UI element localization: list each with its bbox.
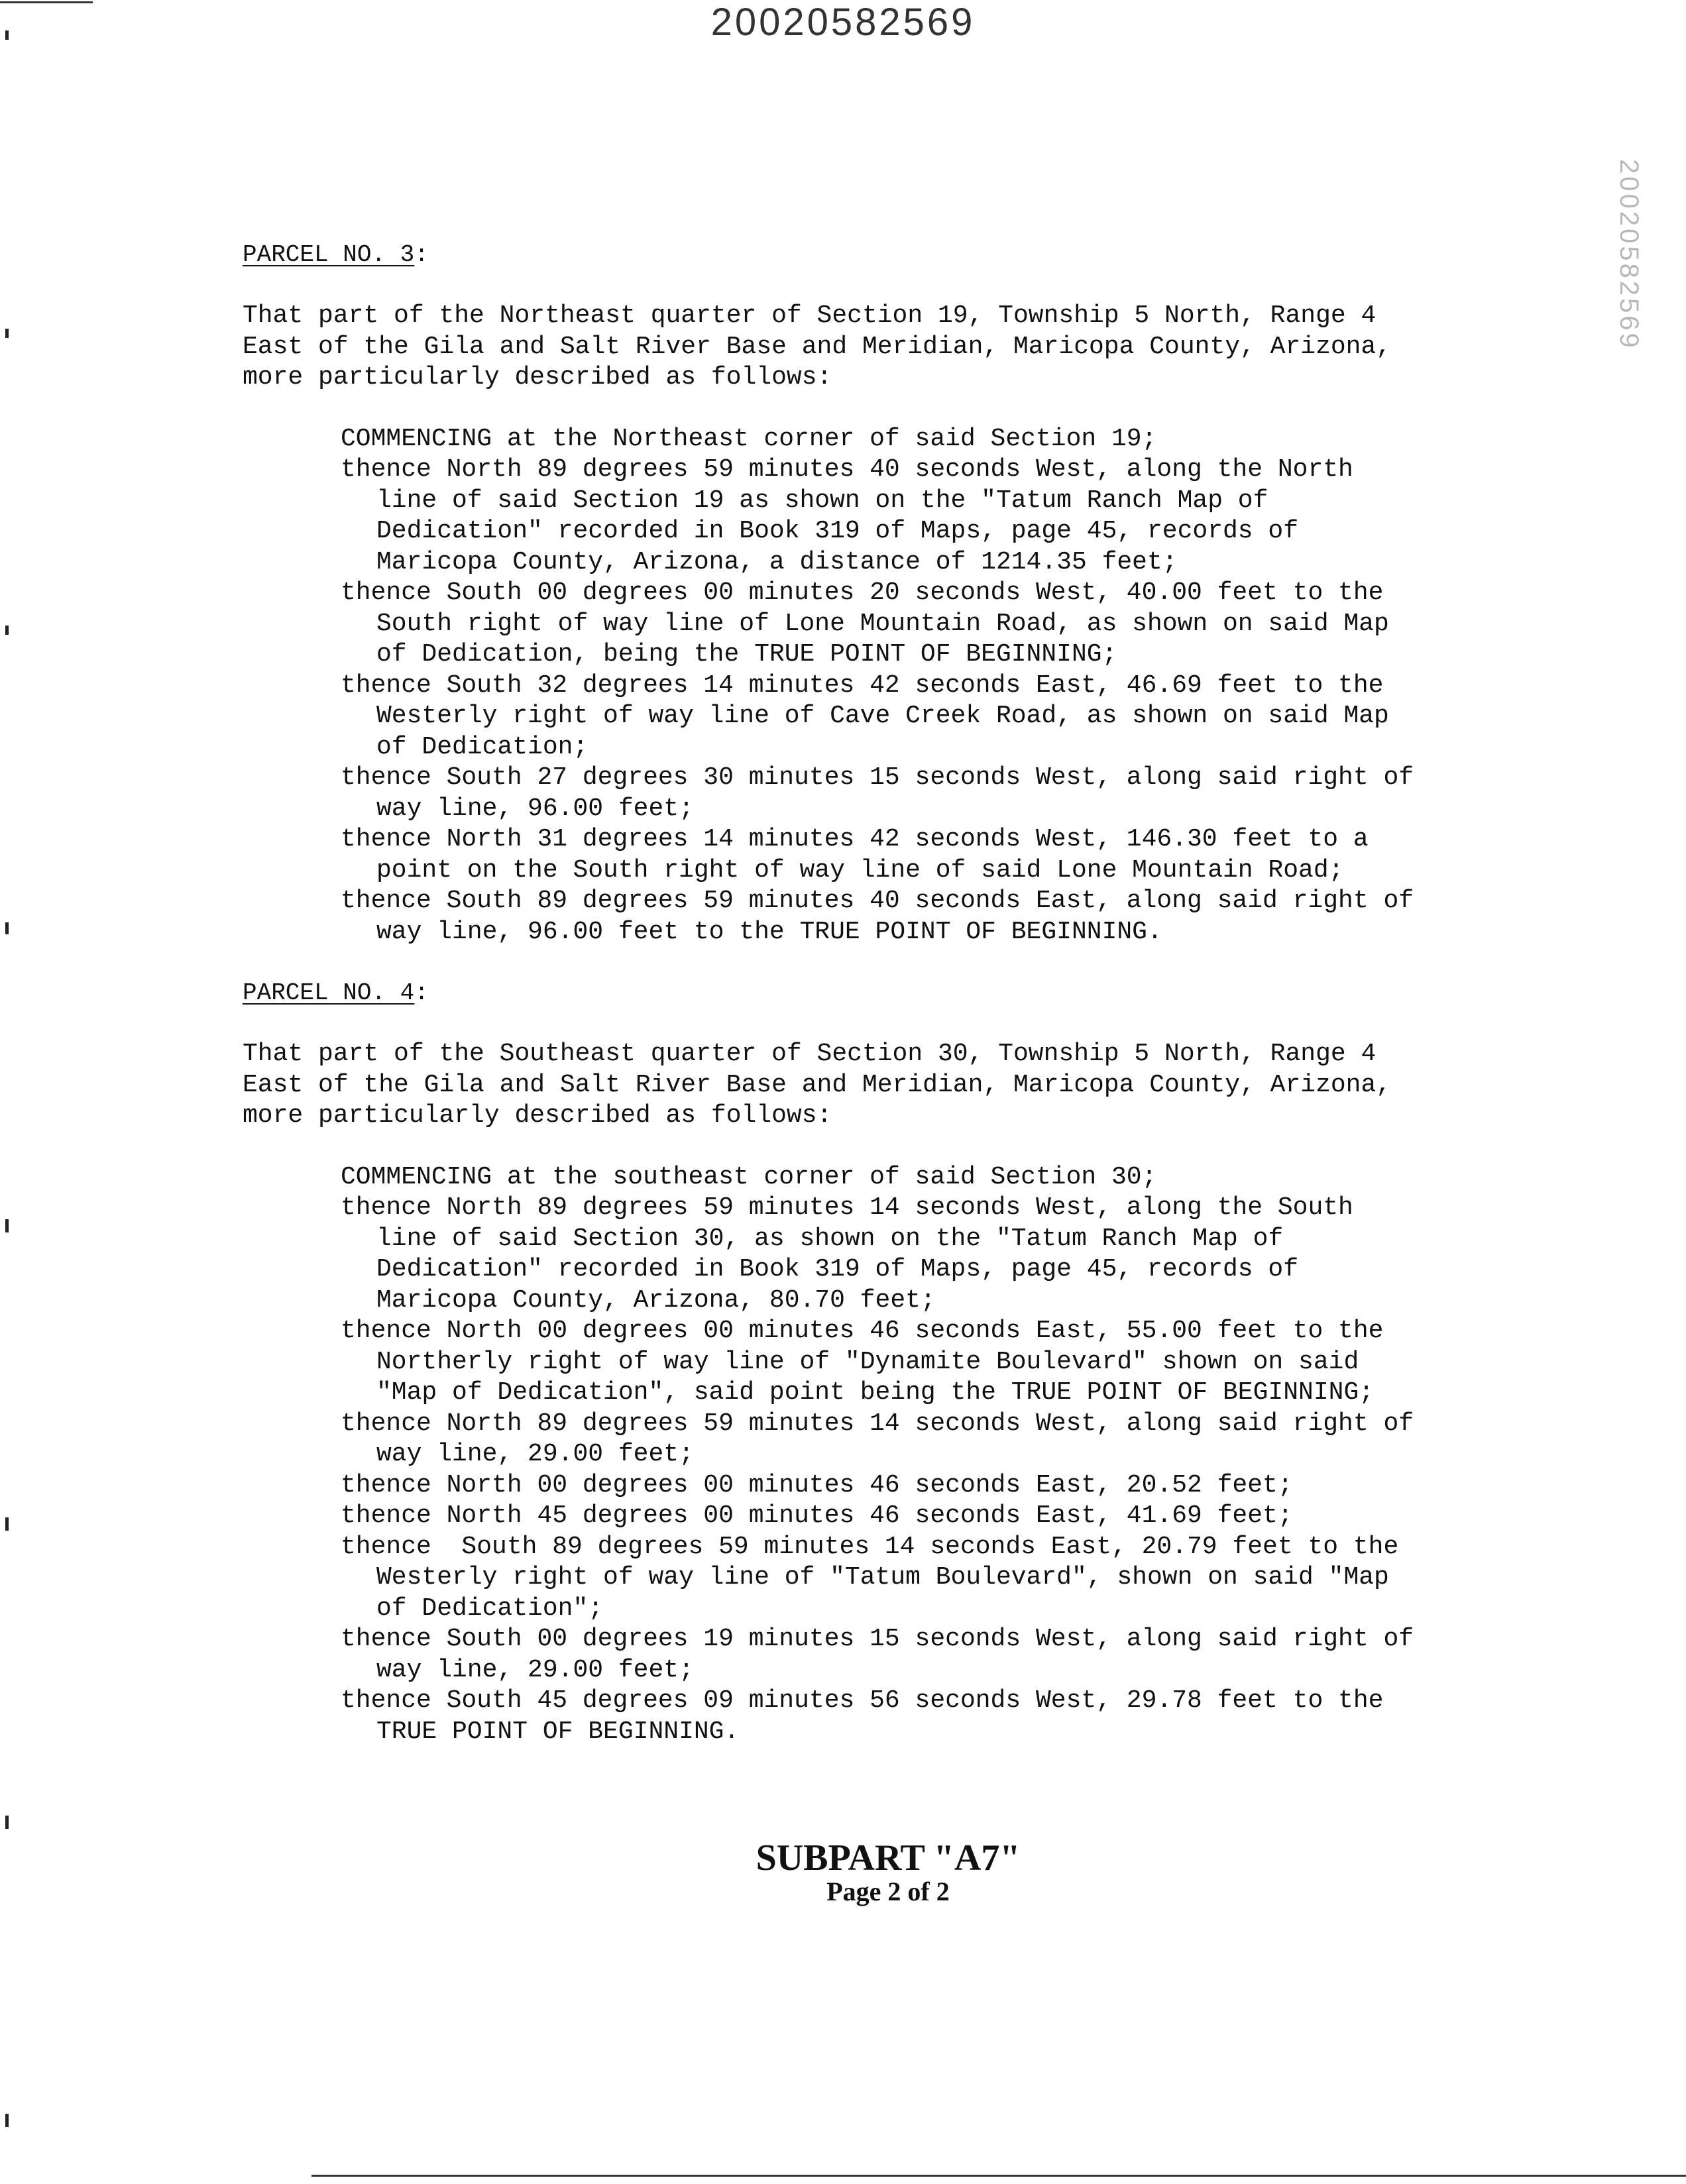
scan-margin-mark xyxy=(5,1816,9,1829)
scan-margin-mark xyxy=(5,1517,9,1531)
legal-call: thence South 00 degrees 00 minutes 20 seconds West, 40.00 feet to the South right of way line of Lone Mountain Road, as shown on said Map of Dedication, being the TRUE POINT OF BEGINNING; xyxy=(341,578,1389,669)
subpart-title: SUBPART "A7" xyxy=(756,1837,1021,1879)
section-gap xyxy=(243,948,1535,978)
legal-call: thence North 00 degrees 00 minutes 46 seconds East, 55.00 feet to the Northerly right of way line of "Dynamite Boulevard" shown on said "Map of Dedication", said point being the TRUE POINT OF BEGINNING; xyxy=(341,1317,1384,1407)
scan-margin-mark xyxy=(5,626,9,635)
page-number: Page 2 of 2 xyxy=(826,1877,950,1906)
legal-call: thence North 31 degrees 14 minutes 42 seconds West, 146.30 feet to a point on the South right of way line of said Lone Mountain Road; xyxy=(341,825,1369,885)
scan-margin-mark xyxy=(5,1219,9,1232)
bottom-edge-rule xyxy=(311,2175,1686,2177)
legal-call: thence South 89 degrees 59 minutes 40 seconds East, along said right of way line, 96.00 feet to the TRUE POINT OF BEGINNING. xyxy=(341,887,1414,946)
legal-call: thence South 32 degrees 14 minutes 42 seconds East, 46.69 feet to the Westerly right of way line of Cave Creek Road, as shown on said Map of Dedication; xyxy=(341,671,1389,761)
parcel-3-intro: That part of the Northeast quarter of Section 19, Township 5 North, Range 4 East of the Gila and Salt River Base and Meridian, Maricopa County, Arizona, more particularly described as follows: xyxy=(243,301,1392,392)
scan-margin-mark xyxy=(5,922,9,934)
parcel-4-heading: PARCEL NO. 4: xyxy=(243,979,429,1007)
legal-call: COMMENCING at the southeast corner of said Section 30; xyxy=(341,1162,1157,1191)
legal-call: thence South 45 degrees 09 minutes 56 seconds West, 29.78 feet to the TRUE POINT OF BEGINNING. xyxy=(341,1686,1384,1746)
legal-call: thence South 27 degrees 30 minutes 15 seconds West, along said right of way line, 96.00 feet; xyxy=(341,763,1414,823)
parcel-4-intro: That part of the Southeast quarter of Section 30, Township 5 North, Range 4 East of the Gila and Salt River Base and Meridian, Maricopa County, Arizona, more particularly described as follows: xyxy=(243,1040,1392,1130)
legal-call: thence North 89 degrees 59 minutes 14 seconds West, along said right of way line, 29.00 feet; xyxy=(341,1409,1414,1468)
parcel-3-heading: PARCEL NO. 3: xyxy=(243,241,429,268)
legal-call: thence North 89 degrees 59 minutes 14 seconds West, along the South line of said Section 30, as shown on the "Tatum Ranch Map of Dedication" recorded in Book 319 of Maps, page 45, records of Maricopa County, Arizona, 80.70 feet; xyxy=(341,1193,1353,1315)
document-number: 20020582569 xyxy=(710,1,976,44)
parcel-3-calls xyxy=(341,424,1535,948)
side-stamp: 20020582569 xyxy=(1614,159,1644,351)
legal-call: thence North 00 degrees 00 minutes 46 seconds East, 20.52 feet; xyxy=(341,1470,1293,1500)
legal-call: thence South 89 degrees 59 minutes 14 seconds East, 20.79 feet to the Westerly right of way line of "Tatum Boulevard", shown on said "Map of Dedication"; xyxy=(341,1532,1399,1623)
scan-margin-mark xyxy=(5,30,9,40)
parcel-3-section xyxy=(243,240,1535,948)
parcel-4-section xyxy=(243,978,1535,1747)
scan-margin-mark xyxy=(5,329,9,338)
legal-call: thence North 89 degrees 59 minutes 40 seconds West, along the North line of said Section 19 as shown on the "Tatum Ranch Map of Dedication" recorded in Book 319 of Maps, page 45, records of Maricopa County, Arizona, a distance of 1214.35 feet; xyxy=(341,455,1353,576)
parcel-4-calls xyxy=(341,1162,1535,1748)
legal-call: COMMENCING at the Northeast corner of said Section 19; xyxy=(341,424,1157,453)
scan-margin-mark xyxy=(5,2114,9,2127)
legal-description xyxy=(243,240,1535,1747)
legal-call: thence South 00 degrees 19 minutes 15 seconds West, along said right of way line, 29.00 feet; xyxy=(341,1625,1414,1684)
legal-call: thence North 45 degrees 00 minutes 46 seconds East, 41.69 feet; xyxy=(341,1502,1293,1530)
